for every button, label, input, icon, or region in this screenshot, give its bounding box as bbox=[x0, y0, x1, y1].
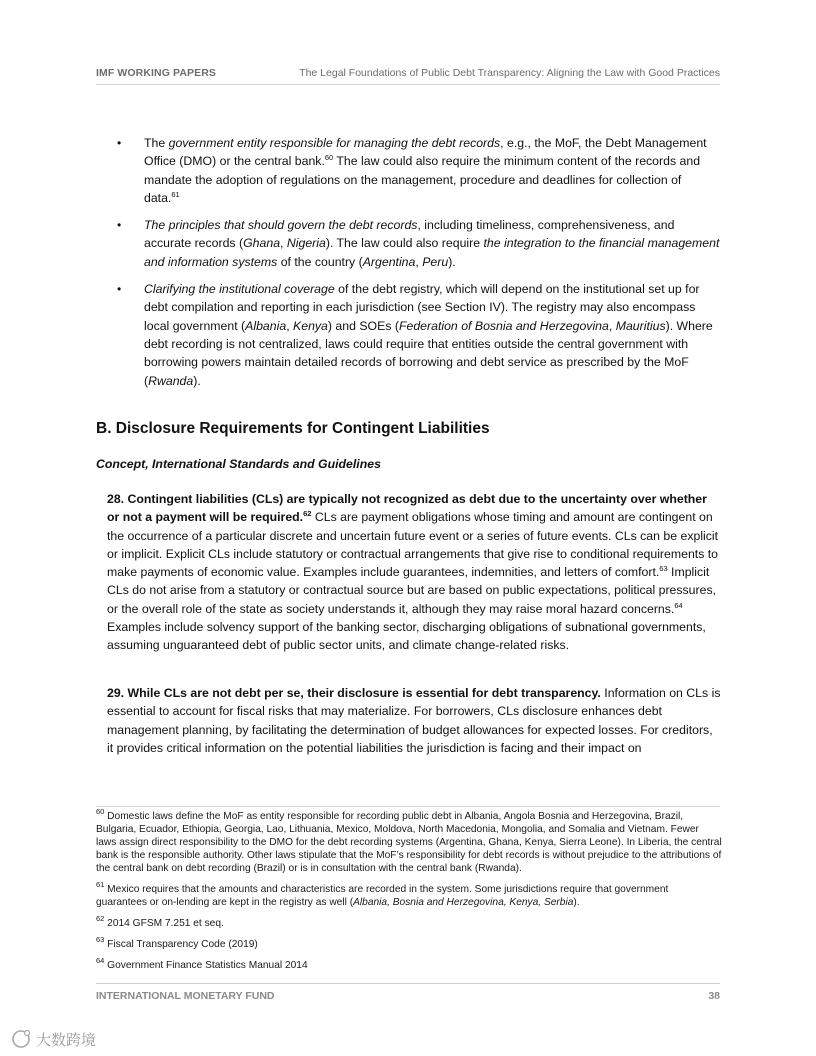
paragraph-29: 29. While CLs are not debt per se, their disclosure is essential for debt transparency. Information on CLs is essential to account for fiscal risks that may materialize. For borrowers, CLs disclosure enhances debt management planning, by facilitating the determination of budget allowances for expected losses. For creditors, it provides critical information on the potential liabilities the jurisdiction is facing and their impact on bbox=[107, 686, 721, 755]
watermark-logo bbox=[10, 1026, 120, 1052]
bullet-icon: • bbox=[117, 218, 122, 233]
bullet-item: • Clarifying the institutional coverage of the debt registry, which will depend on the institutional set up for debt compilation and reporting in each jurisdiction (see Section IV). The registry may also encompass local government (Albania, Kenya) and SOEs (Federation of Bosnia and Herzegovina, Mauritius). Where debt recording is not centralized, laws could require that entities outside the central government with borrowing powers maintain detailed records of borrowing and debt service as prescribed by the MoF (Rwanda). bbox=[117, 282, 713, 388]
subsection-heading: Concept, International Standards and Guidelines bbox=[96, 457, 381, 471]
header-series-title: IMF WORKING PAPERS bbox=[96, 67, 217, 79]
footnote-ref[interactable]: 64 bbox=[674, 600, 683, 610]
section-heading: B. Disclosure Requirements for Contingent Liabilities bbox=[96, 420, 490, 437]
footnote-64: $^{64}$ Government Finance Statistics Manual 2014 bbox=[96, 956, 308, 971]
footnote-61: $^{61}$ Mexico requires that the amounts and characteristics are recorded in the system. Some jurisdictions require that government guarantees or on-lending are kept in the registry as well (Albania, Bosnia and Herzegovina, Kenya, Serbia). bbox=[96, 880, 669, 908]
bullet-item: • The principles that should govern the debt records, including timeliness, comprehensiveness, and accurate records (Ghana, Nigeria). The law could also require the integration to the financial management and information systems of the country (Argentina, Peru). bbox=[117, 218, 720, 269]
footnote-ref[interactable]: 61 bbox=[171, 189, 180, 199]
running-header bbox=[96, 66, 720, 85]
bullet-item: • The government entity responsible for managing the debt records, e.g., the MoF, the Debt Management Office (DMO) or the central bank.$^{60}$ The law could also require the minimum content of the records and mandate the adoption of regulations on the management, procedure and deadlines for collection of data.$^{61}$ bbox=[117, 136, 707, 205]
page-number: 38 bbox=[708, 990, 720, 1002]
bullet-list bbox=[96, 134, 720, 399]
footnote-ref[interactable]: 63 bbox=[659, 564, 668, 574]
watermark-text: 大数跨境 bbox=[36, 1031, 97, 1049]
footnote-62: $^{62}$ 2014 GFSM 7.251 et seq. bbox=[96, 914, 224, 929]
footnote-60: $^{60}$ Domestic laws define the MoF as entity responsible for recording public debt in Albania, Angola Bosnia and Herzegovina, Brazil, Bulgaria, Ecuador, Ethiopia, Georgia, Lao, Lithuania, Mexico, Moldova, North Macedonia, Mongolia, and Somalia and Vietnam. Fewer laws assign direct responsibility to the DMO for the debt recording systems (Argentina, Ghana, Kenya, Sierra Leone). In Liberia, the central bank is the responsible authority. Other laws stipulate that the MoF’s responsibility for debt records is without prejudice to the attributions of the central bank on debt recording (Brazil) or is in consultation with the central bank (Rwanda). bbox=[96, 807, 722, 874]
footnote-divider bbox=[96, 806, 720, 807]
footnote-ref[interactable]: 60 bbox=[324, 153, 334, 163]
footnotes bbox=[96, 807, 722, 980]
page-footer bbox=[96, 990, 720, 1002]
bullet-icon: • bbox=[117, 282, 122, 297]
footer-publisher: INTERNATIONAL MONETARY FUND bbox=[96, 990, 275, 1002]
footer-divider bbox=[96, 983, 720, 984]
footnote-63: $^{63}$ Fiscal Transparency Code (2019) bbox=[96, 935, 258, 950]
footnote-ref[interactable]: 62 bbox=[303, 509, 312, 519]
bullet-icon: • bbox=[117, 136, 122, 150]
header-paper-title: The Legal Foundations of Public Debt Transparency: Aligning the Law with Good Practices bbox=[299, 67, 720, 79]
paragraph-28: 28. Contingent liabilities (CLs) are typically not recognized as debt due to the uncertainty over whether or not a payment will be required.$^{62}$ CLs are payment obligations whose timing and amount are contingent on the occurrence of a particular discrete and uncertain future event or a series of future events. CLs can be explicit or implicit. Explicit CLs include statutory or contractual arrangements that give rise to conditional requirements to make payments of economic value. Examples include guarantees, indemnities, and letters of comfort.$^{63}$ Implicit CLs do not arise from a statutory or contractual source but are based on public expectations, political pressures, or the overall role of the state as society understands it, although they may raise moral hazard concerns.$^{64}$ Examples include solvency support of the banking sector, discharging obligations of subnational governments, assuming unguaranteed debt of public sector units, and climate change-related risks. bbox=[107, 492, 719, 653]
